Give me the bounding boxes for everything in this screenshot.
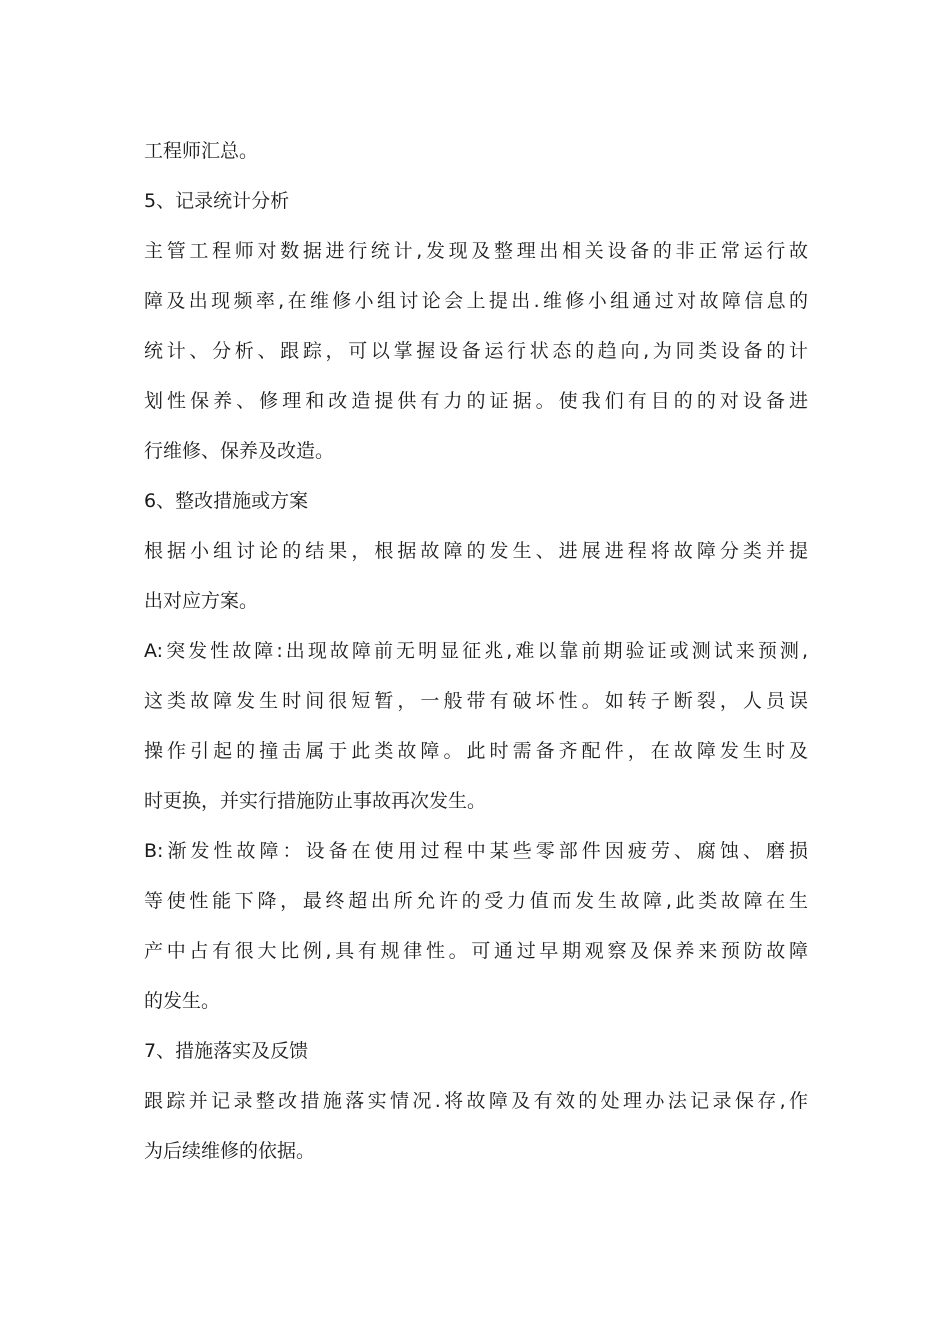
text-line: 的发生。 bbox=[144, 990, 221, 1012]
text-line: A:突发性故障:出现故障前无明显征兆,难以靠前期验证或测试来预测, bbox=[144, 640, 808, 662]
text-line: 出对应方案。 bbox=[144, 590, 259, 612]
text-line: 这类故障发生时间很短暂，一般带有破坏性。如转子断裂，人员误 bbox=[144, 690, 808, 712]
text-line: 产中占有很大比例,具有规律性。可通过早期观察及保养来预防故障 bbox=[144, 940, 808, 962]
text-line: 7、措施落实及反馈 bbox=[144, 1040, 309, 1062]
text-line: 时更换，并实行措施防止事故再次发生。 bbox=[144, 790, 487, 812]
text-line: 跟踪并记录整改措施落实情况.将故障及有效的处理办法记录保存,作 bbox=[144, 1090, 808, 1112]
text-line: 为后续维修的依据。 bbox=[144, 1140, 316, 1162]
text-line: B:渐发性故障：设备在使用过程中某些零部件因疲劳、腐蚀、磨损 bbox=[144, 840, 808, 862]
text-line: 行维修、保养及改造。 bbox=[144, 440, 335, 462]
text-line: 主管工程师对数据进行统计,发现及整理出相关设备的非正常运行故 bbox=[144, 240, 808, 262]
text-line: 统计、分析、跟踪，可以掌握设备运行状态的趋向,为同类设备的计 bbox=[144, 340, 808, 362]
text-line: 6、整改措施或方案 bbox=[144, 490, 309, 512]
text-line: 等使性能下降，最终超出所允许的受力值而发生故障,此类故障在生 bbox=[144, 890, 808, 912]
text-line: 5、记录统计分析 bbox=[144, 190, 290, 212]
text-line: 障及出现频率,在维修小组讨论会上提出.维修小组通过对故障信息的 bbox=[144, 290, 808, 312]
text-line: 操作引起的撞击属于此类故障。此时需备齐配件，在故障发生时及 bbox=[144, 740, 808, 762]
document-body bbox=[144, 126, 808, 1176]
text-line: 划性保养、修理和改造提供有力的证据。使我们有目的的对设备进 bbox=[144, 390, 808, 412]
text-line: 工程师汇总。 bbox=[144, 140, 259, 162]
text-line: 根据小组讨论的结果，根据故障的发生、进展进程将故障分类并提 bbox=[144, 540, 808, 562]
